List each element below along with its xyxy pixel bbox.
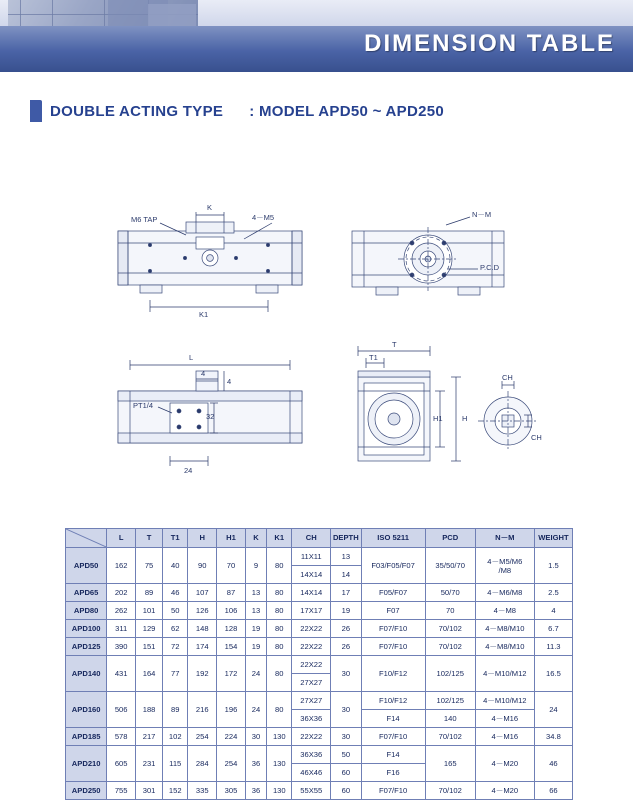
cell-DEPTH: 30 [331, 728, 361, 746]
label-ch-side: CH [531, 433, 542, 442]
cell-K1: 80 [267, 638, 292, 656]
cell-L: 390 [107, 638, 136, 656]
cell-H1: 106 [217, 602, 246, 620]
cell-H: 254 [188, 728, 217, 746]
label-4-m5: 4－M5 [252, 213, 275, 222]
th-T1: T1 [163, 529, 188, 548]
cell-ISO: F07/F10 [361, 728, 425, 746]
cell-H1: 172 [217, 656, 246, 692]
row-model-APD140: APD140 [66, 656, 107, 692]
subtitle-type-label: DOUBLE ACTING TYPE [50, 102, 224, 120]
drawing-area [0, 195, 633, 525]
cell-H1: 128 [217, 620, 246, 638]
cell-NM: 4－M20 [475, 782, 534, 800]
cell-DEPTH: 26 [331, 638, 361, 656]
cell-T1: 77 [163, 656, 188, 692]
cell-ISO: F14 [361, 710, 425, 728]
cell-NM: 4－M16 [475, 728, 534, 746]
cell-ISO: F10/F12 [361, 692, 425, 710]
dimension-table [65, 528, 573, 800]
cell-DEPTH: 17 [331, 584, 361, 602]
cell-DEPTH: 30 [331, 692, 361, 728]
label-n-m: N－M [472, 210, 492, 219]
cell-T: 101 [136, 602, 163, 620]
table-row [66, 692, 573, 710]
cell-K: 36 [245, 782, 266, 800]
th-ISO: ISO 5211 [361, 529, 425, 548]
cell-PCD: 35/50/70 [425, 548, 475, 584]
cell-T: 231 [136, 746, 163, 782]
th-DEPTH: DEPTH [331, 529, 361, 548]
th-CH: CH [292, 529, 331, 548]
cell-K: 24 [245, 692, 266, 728]
cell-L: 431 [107, 656, 136, 692]
table-corner-cell [66, 529, 107, 548]
cell-WEIGHT: 1.5 [534, 548, 572, 584]
row-model-APD100: APD100 [66, 620, 107, 638]
table-header-row [66, 529, 573, 548]
label-k: K [207, 203, 213, 212]
cell-K1: 80 [267, 656, 292, 692]
cell-NM: 4－M16 [475, 710, 534, 728]
cell-K1: 130 [267, 746, 292, 782]
cell-K1: 80 [267, 548, 292, 584]
th-K1: K1 [267, 529, 292, 548]
label-4-side: 4 [227, 377, 232, 386]
th-WEIGHT: WEIGHT [534, 529, 572, 548]
cell-L: 262 [107, 602, 136, 620]
cell-PCD: 70/102 [425, 620, 475, 638]
row-model-APD65: APD65 [66, 584, 107, 602]
label-l: L [189, 353, 194, 362]
label-t: T [392, 340, 397, 349]
row-model-APD125: APD125 [66, 638, 107, 656]
cell-L: 605 [107, 746, 136, 782]
subtitle-marker-icon [30, 100, 42, 122]
label-ch-top: CH [502, 373, 513, 382]
cell-T: 188 [136, 692, 163, 728]
cell-NM: 4－M5/M6 /M8 [475, 548, 534, 584]
technical-drawings [0, 195, 633, 525]
cell-H1: 196 [217, 692, 246, 728]
cell-T1: 115 [163, 746, 188, 782]
cell-T: 301 [136, 782, 163, 800]
cell-ISO: F10/F12 [361, 656, 425, 692]
cell-T: 151 [136, 638, 163, 656]
label-24: 24 [184, 466, 193, 475]
cell-NM: 4－M10/M12 [475, 692, 534, 710]
cell-H: 284 [188, 746, 217, 782]
cell-ISO: F07/F10 [361, 620, 425, 638]
cell-WEIGHT: 66 [534, 782, 572, 800]
cell-CH: 46X46 [292, 764, 331, 782]
cell-CH: 36X36 [292, 746, 331, 764]
cell-CH: 17X17 [292, 602, 331, 620]
cell-T1: 46 [163, 584, 188, 602]
cell-DEPTH: 30 [331, 656, 361, 692]
subtitle [30, 100, 444, 122]
cell-H: 174 [188, 638, 217, 656]
cell-T: 89 [136, 584, 163, 602]
table-row [66, 782, 573, 800]
cell-H1: 70 [217, 548, 246, 584]
table-row [66, 728, 573, 746]
cell-WEIGHT: 4 [534, 602, 572, 620]
cell-K1: 130 [267, 728, 292, 746]
cell-CH: 14X14 [292, 584, 331, 602]
label-4-top: 4 [201, 369, 206, 378]
cell-T1: 62 [163, 620, 188, 638]
label-k1: K1 [199, 310, 209, 319]
cell-K1: 130 [267, 782, 292, 800]
cell-L: 755 [107, 782, 136, 800]
cell-NM: 4－M10/M12 [475, 656, 534, 692]
cell-H: 216 [188, 692, 217, 728]
cell-WEIGHT: 46 [534, 746, 572, 782]
th-PCD: PCD [425, 529, 475, 548]
cell-CH: 27X27 [292, 692, 331, 710]
cell-NM: 4－M6/M8 [475, 584, 534, 602]
cell-CH: 22X22 [292, 638, 331, 656]
cell-CH: 22X22 [292, 728, 331, 746]
cell-K: 24 [245, 656, 266, 692]
cell-K: 19 [245, 638, 266, 656]
cell-PCD: 102/125 [425, 692, 475, 710]
cell-WEIGHT: 6.7 [534, 620, 572, 638]
cell-L: 506 [107, 692, 136, 728]
cell-H: 148 [188, 620, 217, 638]
cell-CH: 14X14 [292, 566, 331, 584]
cell-ISO: F16 [361, 764, 425, 782]
cell-T1: 102 [163, 728, 188, 746]
th-NM: N－M [475, 529, 534, 548]
cell-NM: 4－M8/M10 [475, 620, 534, 638]
cell-K: 9 [245, 548, 266, 584]
cell-CH: 36X36 [292, 710, 331, 728]
table-row [66, 656, 573, 674]
row-model-APD80: APD80 [66, 602, 107, 620]
label-h: H [462, 414, 468, 423]
cell-ISO: F07/F10 [361, 638, 425, 656]
th-H: H [188, 529, 217, 548]
cell-T1: 152 [163, 782, 188, 800]
table-row [66, 620, 573, 638]
cell-DEPTH: 19 [331, 602, 361, 620]
cell-ISO: F07 [361, 602, 425, 620]
th-K: K [245, 529, 266, 548]
cell-PCD: 70/102 [425, 638, 475, 656]
row-model-APD250: APD250 [66, 782, 107, 800]
cell-H: 126 [188, 602, 217, 620]
dimension-table-wrap [65, 528, 573, 800]
cell-K: 30 [245, 728, 266, 746]
diagonal-slash-icon [66, 529, 106, 547]
label-m6-tap: M6 TAP [131, 215, 158, 224]
cell-ISO: F05/F07 [361, 584, 425, 602]
cell-K1: 80 [267, 620, 292, 638]
cell-PCD: 165 [425, 746, 475, 782]
cell-L: 162 [107, 548, 136, 584]
cell-H: 192 [188, 656, 217, 692]
th-T: T [136, 529, 163, 548]
table-row [66, 548, 573, 566]
cell-T1: 89 [163, 692, 188, 728]
cell-NM: 4－M20 [475, 746, 534, 782]
cell-H1: 224 [217, 728, 246, 746]
page-header [0, 0, 633, 72]
cell-DEPTH: 14 [331, 566, 361, 584]
cell-H1: 87 [217, 584, 246, 602]
cell-PCD: 140 [425, 710, 475, 728]
cell-K1: 80 [267, 584, 292, 602]
cell-L: 202 [107, 584, 136, 602]
cell-WEIGHT: 16.5 [534, 656, 572, 692]
cell-K1: 80 [267, 692, 292, 728]
cell-DEPTH: 50 [331, 746, 361, 764]
row-model-APD210: APD210 [66, 746, 107, 782]
cell-H: 107 [188, 584, 217, 602]
cell-PCD: 70 [425, 602, 475, 620]
table-body [66, 548, 573, 800]
cell-K: 36 [245, 746, 266, 782]
cell-H1: 254 [217, 746, 246, 782]
cell-DEPTH: 60 [331, 782, 361, 800]
cell-CH: 27X27 [292, 674, 331, 692]
cell-K: 13 [245, 584, 266, 602]
cell-K: 13 [245, 602, 266, 620]
cell-T1: 72 [163, 638, 188, 656]
table-row [66, 746, 573, 764]
cell-ISO: F03/F05/F07 [361, 548, 425, 584]
cell-PCD: 70/102 [425, 728, 475, 746]
cell-PCD: 50/70 [425, 584, 475, 602]
cell-ISO: F14 [361, 746, 425, 764]
row-model-APD50: APD50 [66, 548, 107, 584]
cell-T: 75 [136, 548, 163, 584]
th-H1: H1 [217, 529, 246, 548]
th-L: L [107, 529, 136, 548]
cell-WEIGHT: 11.3 [534, 638, 572, 656]
cell-H1: 305 [217, 782, 246, 800]
cell-CH: 55X55 [292, 782, 331, 800]
page-title: DIMENSION TABLE [364, 30, 615, 57]
row-model-APD160: APD160 [66, 692, 107, 728]
cell-WEIGHT: 2.5 [534, 584, 572, 602]
table-row [66, 584, 573, 602]
cell-H1: 154 [217, 638, 246, 656]
cell-PCD: 70/102 [425, 782, 475, 800]
row-model-APD185: APD185 [66, 728, 107, 746]
cell-CH: 11X11 [292, 548, 331, 566]
cell-PCD: 102/125 [425, 656, 475, 692]
label-t1: T1 [369, 353, 378, 362]
label-h1: H1 [433, 414, 443, 423]
table-row [66, 602, 573, 620]
cell-H: 90 [188, 548, 217, 584]
cell-ISO: F07/F10 [361, 782, 425, 800]
cell-T: 217 [136, 728, 163, 746]
cell-K1: 80 [267, 602, 292, 620]
cell-L: 578 [107, 728, 136, 746]
label-32: 32 [206, 412, 215, 421]
table-row [66, 638, 573, 656]
label-pt14: PT1/4 [133, 401, 154, 410]
cell-T: 164 [136, 656, 163, 692]
cell-WEIGHT: 34.8 [534, 728, 572, 746]
cell-NM: 4－M8/M10 [475, 638, 534, 656]
cell-T1: 50 [163, 602, 188, 620]
cell-T: 129 [136, 620, 163, 638]
cell-CH: 22X22 [292, 656, 331, 674]
subtitle-model-label: : MODEL APD50 ~ APD250 [249, 102, 445, 120]
cell-T1: 40 [163, 548, 188, 584]
cell-L: 311 [107, 620, 136, 638]
cell-DEPTH: 60 [331, 764, 361, 782]
cell-DEPTH: 26 [331, 620, 361, 638]
cell-DEPTH: 13 [331, 548, 361, 566]
cell-K: 19 [245, 620, 266, 638]
cell-CH: 22X22 [292, 620, 331, 638]
cell-NM: 4－M8 [475, 602, 534, 620]
cell-H: 335 [188, 782, 217, 800]
label-pcd: P.C.D [480, 263, 500, 272]
cell-WEIGHT: 24 [534, 692, 572, 728]
